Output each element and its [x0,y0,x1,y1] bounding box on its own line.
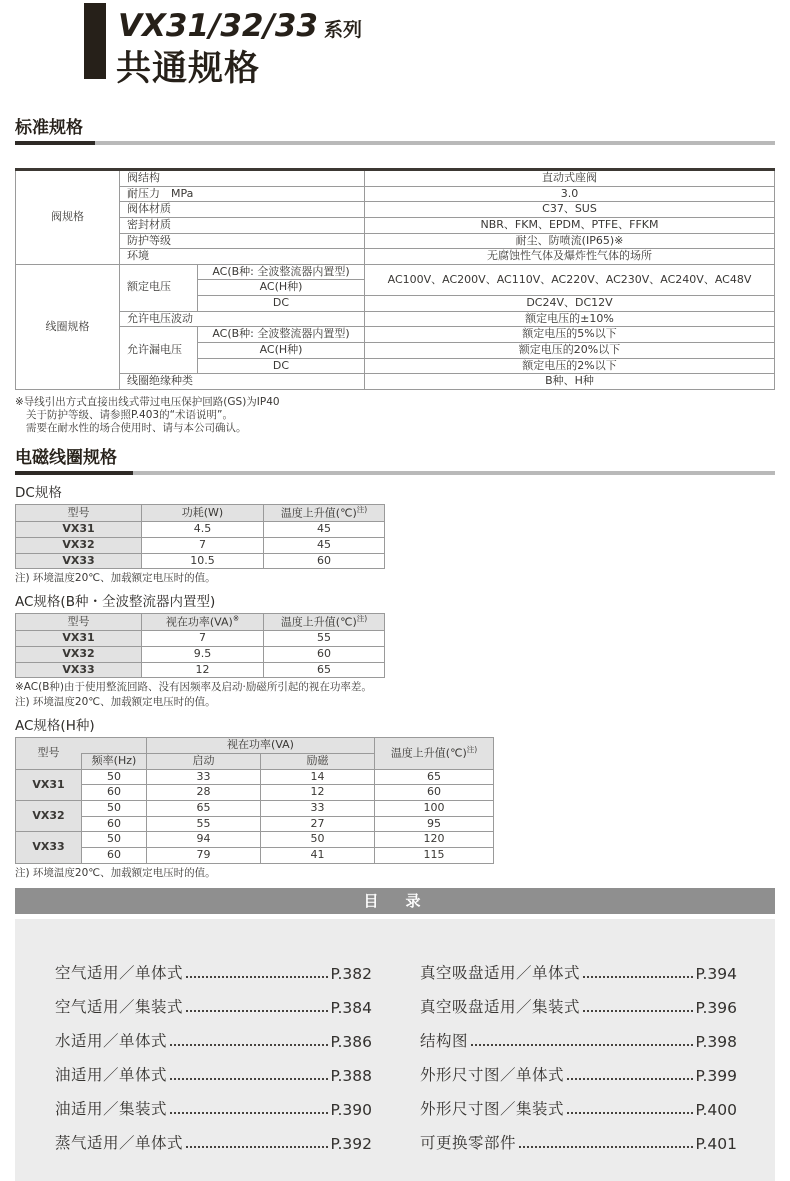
value-cell: 45 [264,537,385,553]
table-row [16,170,775,187]
table-row [16,217,775,233]
row-value: NBR、FKM、EPDM、PTFE、FFKM [365,217,775,233]
sub-label: AC(B种: 全波整流器内置型) [198,264,365,280]
toc-entry [420,949,737,983]
column-header: 型号 [16,614,142,631]
table-row [16,202,775,218]
row-value: 3.0 [365,186,775,202]
standard-spec-table [15,168,775,390]
column-header: 视在功率(VA) [147,738,375,754]
value-cell: 50 [82,769,147,785]
section-title: 标准规格 [15,118,83,138]
value-cell: 65 [147,800,261,816]
table-row [16,522,385,538]
table-row [16,769,494,785]
section-title: 电磁线圈规格 [15,447,117,468]
ac-b-spec-note: 注) 环境温度20℃、加载额定电压时的值。 [15,696,216,709]
toc-entry-page: P.399 [695,1066,737,1085]
row-value: 额定电压的2%以下 [365,358,775,374]
table-row [16,800,494,816]
table-header-row [16,504,385,521]
table-row [16,311,775,327]
toc-entry-label: 结构图 [420,1031,469,1050]
accent-bar [84,3,106,79]
value-cell: 65 [264,662,385,678]
toc-entry [55,983,372,1017]
model-cell: VX31 [16,631,142,647]
table-row [16,553,385,569]
row-label: 密封材质 [120,217,365,233]
toc-entry-page: P.396 [695,998,737,1017]
model-cell: VX33 [16,553,142,569]
toc-entry-page: P.384 [330,998,372,1017]
toc-entry-label: 真空吸盘适用／集装式 [420,997,581,1016]
table-header-row [16,738,494,754]
table-row [16,647,385,663]
dot-leader [170,1112,328,1114]
row-value: B种、H种 [365,374,775,390]
column-header: 功耗(W) [142,504,264,521]
sub-label: DC [198,296,365,312]
table-row [16,249,775,265]
document-header [0,0,790,100]
toc-entry-page: P.398 [695,1032,737,1051]
dot-leader [170,1044,328,1046]
table-row [16,816,494,832]
value-cell: 79 [147,847,261,863]
model-cell: VX32 [16,537,142,553]
toc-entry-page: P.401 [695,1134,737,1153]
column-header: 型号 [16,504,142,521]
row-label: 耐压力 MPa [120,186,365,202]
ac-b-spec-note-star: ※AC(B种)由于使用整流回路、没有因频率及启动·励磁所引起的视在功率差。 [15,681,372,694]
dot-leader [583,1010,693,1012]
toc-entry [55,1017,372,1051]
section-standard-spec [15,118,775,145]
column-header: 频率(Hz) [82,754,147,770]
model-cell: VX31 [16,769,82,800]
table-row [16,264,775,280]
dot-leader [186,1146,328,1148]
model-cell: VX33 [16,832,82,863]
series-line [118,8,362,44]
row-label: 允许漏电压 [120,327,198,374]
value-cell: 55 [147,816,261,832]
toc-entry-page: P.390 [330,1100,372,1119]
toc-entry [420,1085,737,1119]
value-cell: 27 [261,816,375,832]
section-coil-spec [15,448,775,475]
row-value: C37、SUS [365,202,775,218]
table-row [16,327,775,343]
toc-entry-page: P.400 [695,1100,737,1119]
toc-entry-page: P.382 [330,964,372,983]
row-value: 额定电压的5%以下 [365,327,775,343]
value-cell: 14 [261,769,375,785]
value-cell: 65 [375,769,494,785]
value-cell: 4.5 [142,522,264,538]
sub-label: AC(B种: 全波整流器内置型) [198,327,365,343]
model-cell: VX31 [16,522,142,538]
value-cell: 120 [375,832,494,848]
dot-leader [567,1112,693,1114]
dot-leader [519,1146,693,1148]
row-label: 阀体材质 [120,202,365,218]
dot-leader [170,1078,328,1080]
row-value: 直动式座阀 [365,170,775,187]
dot-leader [567,1078,693,1080]
toc-entry [420,1051,737,1085]
toc-entry [420,1119,737,1153]
row-label: 允许电压波动 [120,311,365,327]
value-cell: 60 [264,553,385,569]
toc-entry-label: 空气适用／集装式 [55,997,184,1016]
table-row [16,785,494,801]
row-label: 阀结构 [120,170,365,187]
group-label: 阀规格 [16,170,120,265]
column-header: 型号 [16,738,82,769]
table-row [16,537,385,553]
value-cell: 9.5 [142,647,264,663]
row-value: 额定电压的20%以下 [365,343,775,359]
value-cell: 94 [147,832,261,848]
value-cell: 60 [82,847,147,863]
model-cell: VX32 [16,800,82,831]
table-row [16,374,775,390]
dc-spec-note: 注) 环境温度20℃、加载额定电压时的值。 [15,572,216,585]
value-cell: 100 [375,800,494,816]
value-cell: 41 [261,847,375,863]
ac-h-spec-table [15,737,494,863]
value-cell: 115 [375,847,494,863]
table-row [16,832,494,848]
group-label: 线圈规格 [16,264,120,389]
section-rule [15,471,775,475]
footnote-line: 需要在耐水性的场合使用时、请与本公司确认。 [26,421,247,434]
value-cell: 95 [375,816,494,832]
ac-b-spec-table [15,613,385,678]
series-suffix: 系列 [323,19,362,41]
table-row [16,233,775,249]
row-value: 耐尘、防喷流(IP65)※ [365,233,775,249]
value-cell: 33 [147,769,261,785]
table-header-row [16,614,385,631]
value-cell: 60 [375,785,494,801]
column-header: 励磁 [261,754,375,770]
dot-leader [583,976,693,978]
toc-entry-page: P.388 [330,1066,372,1085]
value-cell: 33 [261,800,375,816]
model-cell: VX32 [16,647,142,663]
column-header: 温度上升值(℃)$^{注)}$ [264,504,385,521]
value-cell: 50 [82,832,147,848]
toc-entry-label: 外形尺寸图／集装式 [420,1099,565,1118]
value-cell: 55 [264,631,385,647]
row-value: 无腐蚀性气体及爆炸性气体的场所 [365,249,775,265]
row-value: 额定电压的±10% [365,311,775,327]
toc-entry [420,1017,737,1051]
toc-entry [55,1051,372,1085]
value-cell: 12 [261,785,375,801]
table-row [16,662,385,678]
toc-title-bar: 目 录 [15,888,775,914]
footnote-line: ※导线引出方式直接出线式带过电压保护回路(GS)为IP40 [15,395,280,408]
toc-entry-label: 可更换零部件 [420,1133,517,1152]
toc-entry-label: 油适用／单体式 [55,1065,168,1084]
ac-h-spec-note: 注) 环境温度20℃、加载额定电压时的值。 [15,866,216,879]
toc-entry [55,1119,372,1153]
toc-entry-page: P.386 [330,1032,372,1051]
value-cell: 50 [82,800,147,816]
row-value: AC100V、AC200V、AC110V、AC220V、AC230V、AC240V、AC48V [365,264,775,295]
model-cell: VX33 [16,662,142,678]
column-header: 启动 [147,754,261,770]
row-value: DC24V、DC12V [365,296,775,312]
toc-entry [55,1085,372,1119]
page-title: 共通规格 [116,49,261,89]
value-cell: 7 [142,631,264,647]
footnote-line: 关于防护等级、请参照P.403的“术语说明”。 [26,408,233,421]
dot-leader [186,976,328,978]
dc-spec-title: DC规格 [15,484,62,501]
value-cell: 60 [264,647,385,663]
series-title: VX31/32/33 [118,8,318,44]
column-header: 视在功率(VA)※ [142,614,264,631]
row-label: 线圈绝缘种类 [120,374,365,390]
value-cell: 50 [261,832,375,848]
value-cell: 10.5 [142,553,264,569]
standard-spec-footnotes [15,396,775,435]
sub-label: DC [198,358,365,374]
column-header: 温度上升值(℃)$^{注)}$ [264,614,385,631]
ac-b-spec-title: AC规格(B种・全波整流器内置型) [15,594,216,611]
toc-entry-label: 油适用／集装式 [55,1099,168,1118]
toc-entry-label: 真空吸盘适用／单体式 [420,963,581,982]
toc-entry-label: 空气适用／单体式 [55,963,184,982]
toc-entry [420,983,737,1017]
header-spacer-cell [82,738,147,754]
sub-label: AC(H种) [198,280,365,296]
dot-leader [471,1044,693,1046]
ac-h-spec-title: AC规格(H种) [15,718,95,735]
table-row [16,631,385,647]
dot-leader [186,1010,328,1012]
value-cell: 45 [264,522,385,538]
value-cell: 28 [147,785,261,801]
row-label: 防护等级 [120,233,365,249]
column-header: 温度上升值(℃)$^{注)}$ [375,738,494,769]
toc-panel [15,919,775,1181]
value-cell: 7 [142,537,264,553]
toc-entry-label: 水适用／单体式 [55,1031,168,1050]
row-label: 环境 [120,249,365,265]
toc-right-column [420,949,737,1153]
value-cell: 12 [142,662,264,678]
table-row [16,186,775,202]
section-rule [15,141,775,145]
table-row [16,847,494,863]
dc-spec-table [15,504,385,569]
toc-entry-label: 蒸气适用／单体式 [55,1133,184,1152]
toc-left-column [55,949,372,1153]
toc-entry [55,949,372,983]
toc-entry-label: 外形尺寸图／单体式 [420,1065,565,1084]
toc-entry-page: P.394 [695,964,737,983]
toc-entry-page: P.392 [330,1134,372,1153]
row-label: 额定电压 [120,264,198,311]
value-cell: 60 [82,785,147,801]
value-cell: 60 [82,816,147,832]
sub-label: AC(H种) [198,343,365,359]
